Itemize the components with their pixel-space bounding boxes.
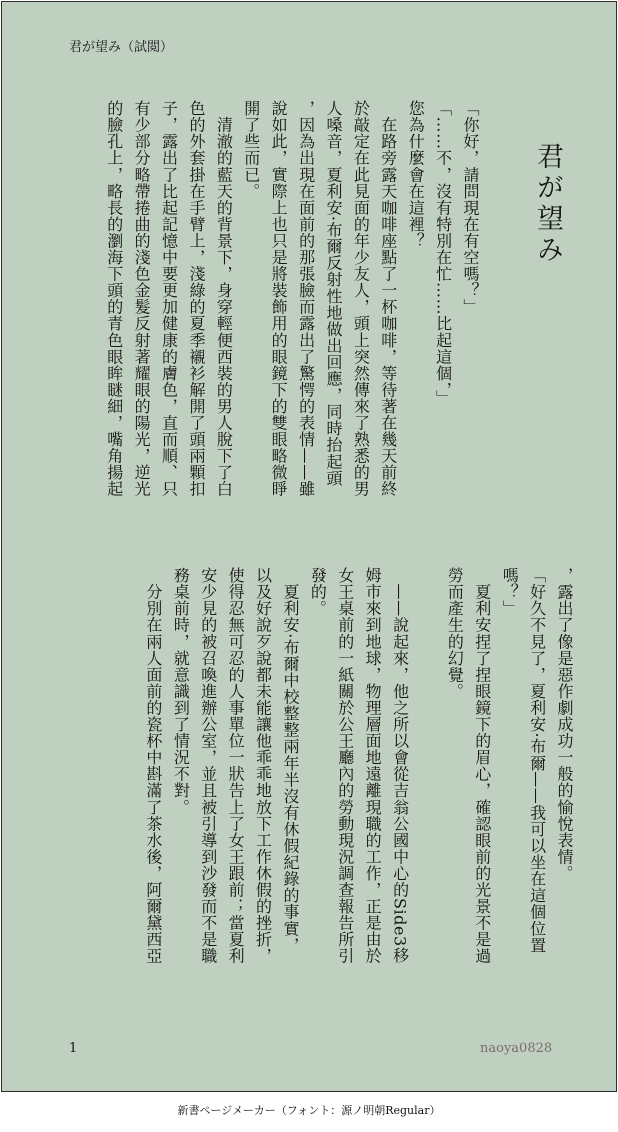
text-line: 說如此，實際上也只是將裝飾用的眼鏡下的雙眼略微睜 [269, 100, 289, 498]
running-title: 君が望み（試閲） [69, 40, 174, 55]
text-line: 人嗓音，夏利安·布爾反射性地做出回應，同時抬起頭 [323, 100, 343, 487]
text-line: 女王桌前的一紙關於公王廳內的勞動現況調查報告所引 [335, 567, 355, 965]
text-line: 在路旁露天咖啡座點了一杯咖啡，等待著在幾天前終 [378, 100, 398, 498]
text-line: 務桌前時，就意識到了情況不對。 [171, 567, 191, 816]
text-line: 「……不，沒有特別在忙……比起這個，」 [433, 100, 453, 407]
text-line: 開了些而已。 [241, 100, 261, 200]
lower-text-block [140, 567, 579, 1007]
text-line: 夏利安·布爾中校整整兩年半沒有休假紀錄的事實， [280, 567, 300, 954]
text-line: 分別在兩人面前的瓷杯中斟滿了茶水後，阿爾黛西亞 [143, 567, 163, 965]
text-line: 「好久不見了，夏利安·布爾——我可以坐在這個位置 [527, 567, 547, 954]
text-line: 安少見的被召喚進辦公室，並且被引導到沙發而不是職 [198, 567, 218, 965]
text-line: 子，露出了比起記憶中要更加健康的膚色，直而順、只 [159, 100, 179, 498]
text-line: 您為什麼會在這裡？ [406, 100, 426, 249]
text-line: 色的外套掛在手臂上，淺綠的夏季襯衫解開了頭兩顆扣 [186, 100, 206, 498]
text-line: 「你好，請問現在有空嗎？」 [461, 100, 480, 316]
text-line: 以及好說歹說都未能讓他乖乖地放下工作休假的挫折， [253, 567, 273, 965]
text-line: 嗎？」 [500, 567, 520, 617]
book-page [1, 1, 617, 1092]
text-line: 有少部分略帶捲曲的淺色金髮反射著耀眼的陽光，逆光 [132, 100, 152, 498]
author-name: naoya0828 [480, 1041, 553, 1056]
text-line: 於敲定在此見面的年少友人，頭上突然傳來了熟悉的男 [351, 100, 371, 498]
text-line: 發的。 [308, 567, 328, 617]
text-line: 勞而產生的幻覺。 [445, 567, 465, 700]
text-line: 的臉孔上，略長的瀏海下頭的青色眼眸瞇細，嘴角揚起 [104, 100, 124, 498]
page-number: 1 [69, 1041, 78, 1056]
text-line: ——說起來，他之所以會從吉翁公國中心的Side3移 [390, 567, 410, 964]
text-line: 姆市來到地球，物理層面地遠離現職的工作，正是由於 [363, 567, 383, 965]
upper-text-block [100, 100, 484, 540]
text-line: ，露出了像是惡作劇成功一般的愉悅表情。 [555, 567, 574, 882]
text-line: 清澈的藍天的背景下，身穿輕便西裝的男人脫下了白 [214, 100, 234, 498]
text-line: 夏利安捏了捏眼鏡下的眉心，確認眼前的光景不是過 [472, 567, 492, 965]
text-line: 使得忍無可忍的人事單位一狀告上了女王跟前；當夏利 [226, 567, 246, 965]
text-line: ，因為出現在面前的那張臉而露出了驚愕的表情——雖 [296, 100, 316, 498]
chapter-title: 君が望み [532, 142, 563, 266]
generator-credit: 新書ページメーカー（フォント：源ノ明朝Regular） [177, 1104, 441, 1117]
